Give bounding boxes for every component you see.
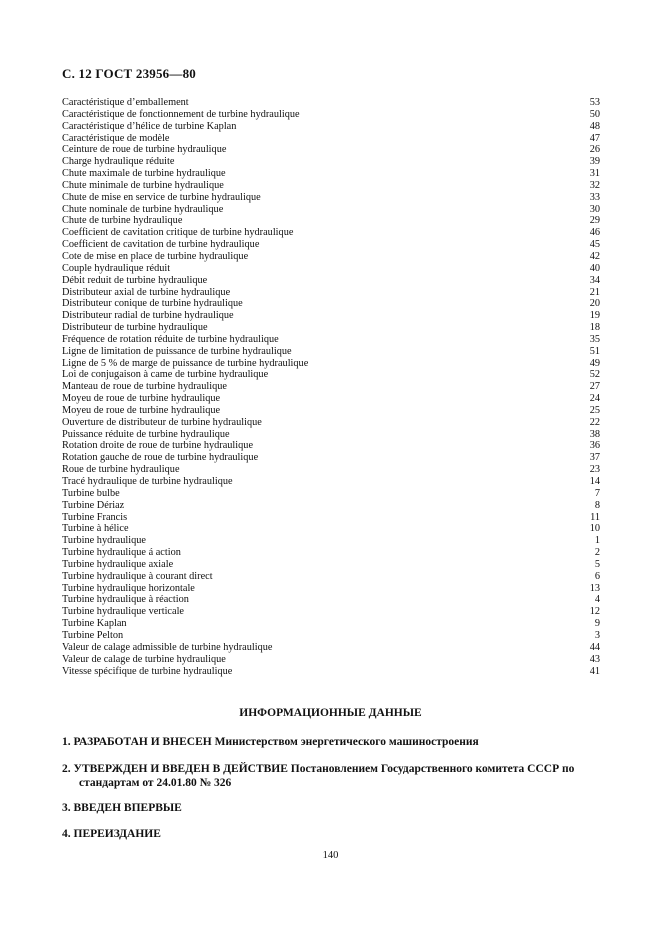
info-item-first-introduced: 3. ВВЕДЕН ВПЕРВЫЕ xyxy=(62,802,182,814)
index-entry xyxy=(62,358,600,370)
index-page-ref: 45 xyxy=(589,239,600,251)
index-term: Roue de turbine hydraulique xyxy=(62,464,180,476)
index-term: Chute minimale de turbine hydraulique xyxy=(62,179,224,191)
index-term: Distributeur de turbine hydraulique xyxy=(62,322,208,334)
index-entry xyxy=(62,476,600,488)
index-page-ref: 33 xyxy=(589,191,600,203)
index-entry xyxy=(62,393,600,405)
index-term: Débit reduit de turbine hydraulique xyxy=(62,274,208,286)
index-term: Turbine hydraulique à réaction xyxy=(62,594,189,606)
index-term: Coefficient de cavitation critique de turbine hydraulique xyxy=(62,227,294,239)
index-entry xyxy=(62,666,600,678)
index-page-ref: 3 xyxy=(594,629,600,641)
index-page-ref: 9 xyxy=(594,618,600,630)
index-term: Caractéristique de fonctionnement de turbine hydraulique xyxy=(62,108,300,120)
index-page-ref: 24 xyxy=(589,393,600,405)
index-page-ref: 2 xyxy=(594,547,600,559)
index-entry xyxy=(62,334,600,346)
index-term: Cote de mise en place de turbine hydraulique xyxy=(62,250,249,262)
index-entry xyxy=(62,192,600,204)
index-term: Turbine hydraulique á action xyxy=(62,547,181,559)
index-entry xyxy=(62,500,600,512)
index-page-ref: 34 xyxy=(589,274,600,286)
index-entry xyxy=(62,429,600,441)
index-entry xyxy=(62,346,600,358)
index-entry xyxy=(62,547,600,559)
index-term: Manteau de roue de turbine hydraulique xyxy=(62,381,227,393)
index-term: Turbine hydraulique à courant direct xyxy=(62,570,213,582)
index-term: Chute maximale de turbine hydraulique xyxy=(62,168,226,180)
index-entry xyxy=(62,417,600,429)
index-page-ref: 4 xyxy=(594,594,600,606)
index-term: Loi de conjugaison à came de turbine hydraulique xyxy=(62,369,269,381)
index-page-ref: 31 xyxy=(589,168,600,180)
index-entry xyxy=(62,606,600,618)
index-term: Turbine bulbe xyxy=(62,487,120,499)
index-entry xyxy=(62,204,600,216)
index-entry xyxy=(62,133,600,145)
index-page-ref: 30 xyxy=(589,203,600,215)
index-term: Turbine hydraulique verticale xyxy=(62,606,185,618)
index-page-ref: 18 xyxy=(589,322,600,334)
index-term: Turbine hydraulique xyxy=(62,535,146,547)
index-term: Turbine à hélice xyxy=(62,523,129,535)
index-page-ref: 13 xyxy=(589,582,600,594)
index-page-ref: 7 xyxy=(594,487,600,499)
index-entry xyxy=(62,464,600,476)
index-term: Turbine Francis xyxy=(62,511,128,523)
index-term: Valeur de calage admissible de turbine hydraulique xyxy=(62,641,273,653)
index-term: Ceinture de roue de turbine hydraulique xyxy=(62,144,227,156)
index-term: Vitesse spécifique de turbine hydraulique xyxy=(62,665,233,677)
index-term: Distributeur axial de turbine hydraulique xyxy=(62,286,231,298)
index-entry xyxy=(62,535,600,547)
index-entry xyxy=(62,144,600,156)
index-term: Rotation droite de roue de turbine hydraulique xyxy=(62,440,254,452)
index-term: Turbine Kaplan xyxy=(62,618,127,630)
index-page-ref: 10 xyxy=(589,523,600,535)
index-entry xyxy=(62,642,600,654)
index-entry xyxy=(62,381,600,393)
index-page-ref: 53 xyxy=(589,97,600,108)
index-page-ref: 8 xyxy=(594,499,600,511)
index-term: Distributeur conique de turbine hydraulique xyxy=(62,298,243,310)
index-entry xyxy=(62,287,600,299)
index-page-ref: 23 xyxy=(589,464,600,476)
info-item-reissue: 4. ПЕРЕИЗДАНИЕ xyxy=(62,828,161,840)
index-term: Charge hydraulique réduite xyxy=(62,156,175,168)
index-page-ref: 6 xyxy=(594,570,600,582)
index-entry xyxy=(62,322,600,334)
info-item-developed: 1. РАЗРАБОТАН И ВНЕСЕН Министерством энергетического машиностроения xyxy=(62,736,479,748)
index-page-ref: 22 xyxy=(589,416,600,428)
index-page-ref: 48 xyxy=(589,120,600,132)
index-page-ref: 25 xyxy=(589,404,600,416)
index-page-ref: 14 xyxy=(589,476,600,487)
index-term: Caractéristique d’hélice de turbine Kaplan xyxy=(62,120,237,132)
index-term: Couple hydraulique réduit xyxy=(62,262,171,274)
index-page-ref: 27 xyxy=(589,381,600,393)
page-number: 140 xyxy=(322,850,339,861)
index-term: Ligne de limitation de puissance de turbine hydraulique xyxy=(62,345,292,357)
index-entry xyxy=(62,594,600,606)
index-entry xyxy=(62,583,600,595)
index-page-ref: 36 xyxy=(589,440,600,452)
index-page-ref: 43 xyxy=(589,653,600,665)
info-section-title: ИНФОРМАЦИОННЫЕ ДАННЫЕ xyxy=(239,707,422,719)
info-item-approved-line2: стандартам от 24.01.80 № 326 xyxy=(79,777,232,789)
index-entry xyxy=(62,180,600,192)
index-entry xyxy=(62,97,600,109)
index-entry xyxy=(62,654,600,666)
index-page-ref: 20 xyxy=(589,298,600,310)
index-page-ref: 52 xyxy=(589,369,600,381)
index-page-ref: 32 xyxy=(589,179,600,191)
index-term: Moyeu de roue de turbine hydraulique xyxy=(62,404,221,416)
index-term: Tracé hydraulique de turbine hydraulique xyxy=(62,476,233,487)
index-page-ref: 51 xyxy=(589,345,600,357)
index-term: Caractéristique d’emballement xyxy=(62,97,189,108)
index-page-ref: 47 xyxy=(589,132,600,144)
index-entry xyxy=(62,452,600,464)
index-term: Moyeu de roue de turbine hydraulique xyxy=(62,393,221,405)
index-page-ref: 26 xyxy=(589,144,600,156)
index-page-ref: 12 xyxy=(589,606,600,618)
index-entry xyxy=(62,488,600,500)
index-entry xyxy=(62,571,600,583)
index-entry xyxy=(62,263,600,275)
index-term: Ouverture de distributeur de turbine hydraulique xyxy=(62,416,262,428)
index-entry xyxy=(62,239,600,251)
index-page-ref: 35 xyxy=(589,333,600,345)
index-page-ref: 38 xyxy=(589,428,600,440)
index-page-ref: 46 xyxy=(589,227,600,239)
index-term: Ligne de 5 % de marge de puissance de turbine hydraulique xyxy=(62,357,309,369)
index-entry xyxy=(62,559,600,571)
index-page-ref: 11 xyxy=(590,511,600,523)
index-entry xyxy=(62,168,600,180)
index-term: Coefficient de cavitation de turbine hydraulique xyxy=(62,239,260,251)
index-entry xyxy=(62,440,600,452)
info-item-approved xyxy=(62,762,610,790)
index-term: Chute de turbine hydraulique xyxy=(62,215,183,227)
index-term: Puissance réduite de turbine hydraulique xyxy=(62,428,230,440)
index-page-ref: 21 xyxy=(589,286,600,298)
index-entry xyxy=(62,227,600,239)
index-page-ref: 37 xyxy=(589,452,600,464)
index-entry xyxy=(62,310,600,322)
index-entry xyxy=(62,275,600,287)
index-entry xyxy=(62,630,600,642)
index-entry xyxy=(62,618,600,630)
index-page-ref: 5 xyxy=(594,558,600,570)
index-page-ref: 42 xyxy=(589,250,600,262)
index-entry xyxy=(62,369,600,381)
index-entry xyxy=(62,523,600,535)
index-entry xyxy=(62,109,600,121)
index-entry xyxy=(62,121,600,133)
index-term: Distributeur radial de turbine hydraulique xyxy=(62,310,234,322)
index-term: Turbine hydraulique horizontale xyxy=(62,582,195,594)
index-page-ref: 19 xyxy=(589,310,600,322)
term-index-list xyxy=(62,97,600,677)
index-page-ref: 40 xyxy=(589,262,600,274)
index-entry xyxy=(62,156,600,168)
info-item-approved-line1: 2. УТВЕРЖДЕН И ВВЕДЕН В ДЕЙСТВИЕ Постановлением Государственного комитета СССР по xyxy=(62,763,575,775)
index-entry xyxy=(62,298,600,310)
page-header: С. 12 ГОСТ 23956—80 xyxy=(62,66,196,81)
index-term: Chute de mise en service de turbine hydraulique xyxy=(62,191,261,203)
index-page-ref: 1 xyxy=(594,535,600,547)
index-page-ref: 39 xyxy=(589,156,600,168)
index-term: Valeur de calage de turbine hydraulique xyxy=(62,653,226,665)
index-entry xyxy=(62,215,600,227)
index-term: Caractéristique de modèle xyxy=(62,132,170,144)
index-term: Rotation gauche de roue de turbine hydraulique xyxy=(62,452,259,464)
index-term: Chute nominale de turbine hydraulique xyxy=(62,203,224,215)
index-term: Turbine hydraulique axiale xyxy=(62,558,174,570)
index-page-ref: 41 xyxy=(589,665,600,677)
index-term: Turbine Dériaz xyxy=(62,499,125,511)
index-term: Turbine Pelton xyxy=(62,629,124,641)
index-page-ref: 49 xyxy=(589,357,600,369)
index-page-ref: 50 xyxy=(589,108,600,120)
index-page-ref: 29 xyxy=(589,215,600,227)
index-term: Fréquence de rotation réduite de turbine hydraulique xyxy=(62,333,279,345)
index-entry xyxy=(62,405,600,417)
index-entry xyxy=(62,251,600,263)
index-entry xyxy=(62,512,600,524)
index-page-ref: 44 xyxy=(589,641,600,653)
